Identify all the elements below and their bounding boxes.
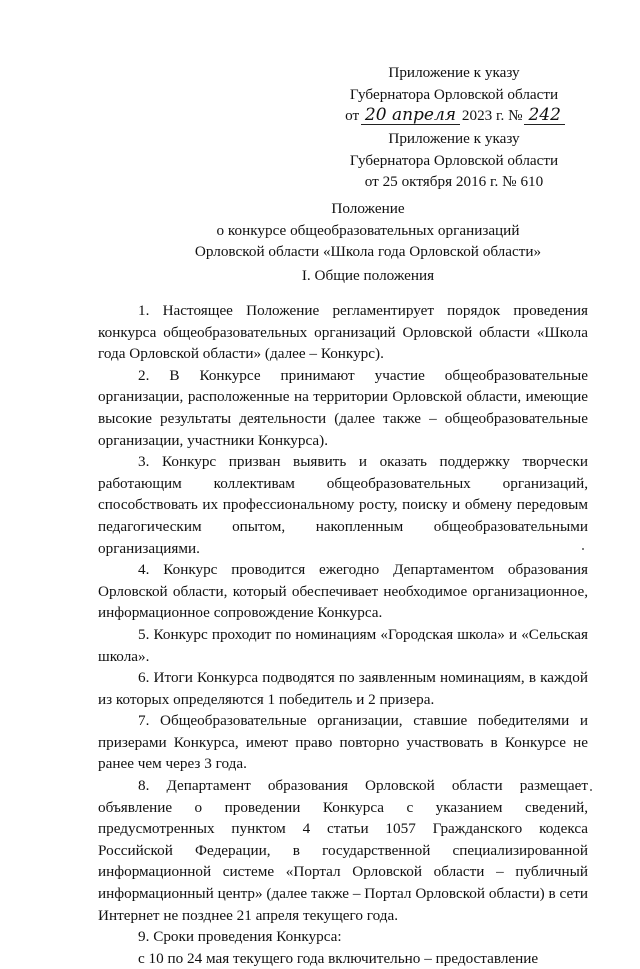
date-prefix: от [345,107,360,125]
handwritten-number: 242 [528,105,561,126]
paragraph-7: 7. Общеобразовательные организации, ставшие победителями и призерами Конкурса, имеют право повторно участвовать в Конкурсе не ранее чем через 3 года. [98,712,588,773]
scan-speck [582,548,584,550]
paragraph-2: 2. В Конкурсе принимают участие общеобразовательные организации, расположенные на территории Орловской области, имеющие высокие результаты деятельности (далее также – общеобразовательные организации, участники Конкурса). [98,366,588,449]
title-line-1: Положение [331,200,405,217]
paragraph-1: 1. Настоящее Положение регламентирует порядок проведения конкурса общеобразовательных организаций Орловской области «Школа года Орловской области» (далее – Конкурс). [98,302,588,363]
scan-speck [590,789,592,791]
appendix-header-original [336,128,572,193]
original-appendix-line-2: Губернатора Орловской области [349,151,559,169]
paragraph-10: с 10 по 24 мая текущего года включительно – предоставление [138,949,539,967]
paragraph-8: 8. Департамент образования Орловской области размещает объявление о проведении Конкурса с указанием сведений, предусмотренных пунктом 4 статьи 1057 Гражданского кодекса Российской Федерации, в государственной специализированной информационной системе «Портал Орловской области – публичный информационный центр» (далее также – Портал Орловской области) в сети Интернет не позднее 21 апреля текущего года. [98,777,588,924]
original-appendix-line-3: от 25 октября 2016 г. № 610 [364,173,544,191]
year-text: 2023 г. № [461,107,523,125]
paragraph-5: 5. Конкурс проходит по номинациям «Городская школа» и «Сельская школа». [98,625,588,665]
paragraph-6: 6. Итоги Конкурса подводятся по заявленным номинациям, в каждой из которых определяются 1 победитель и 2 призера. [98,669,588,708]
title-line-3: Орловской области «Школа года Орловской области» [194,243,542,261]
appendix-date-line [336,105,572,127]
appendix-line-2: Губернатора Орловской области [349,85,559,103]
appendix-line-1: Приложение к указу [388,64,520,81]
document-title [96,198,640,263]
paragraph-9: 9. Сроки проведения Конкурса: [138,928,342,946]
paragraph-3: 3. Конкурс призван выявить и оказать поддержку творчески работающим коллективам общеобразовательных организаций, способствовать их профессиональному росту, поиску и обмену передовым педагогическим опытом, накопленным общеобразовательными организациями. [98,453,588,557]
handwritten-date: 20 апреля [364,105,457,126]
document-body [98,300,588,969]
appendix-header-current [336,62,572,127]
paragraph-4: 4. Конкурс проводится ежегодно Департаментом образования Орловской области, который обеспечивает необходимое организационное, информационное сопровождение Конкурса. [98,561,588,622]
original-appendix-line-1: Приложение к указу [388,130,520,147]
title-line-2: о конкурсе общеобразовательных организаций [216,221,520,239]
section-heading: I. Общие положения [301,267,435,284]
